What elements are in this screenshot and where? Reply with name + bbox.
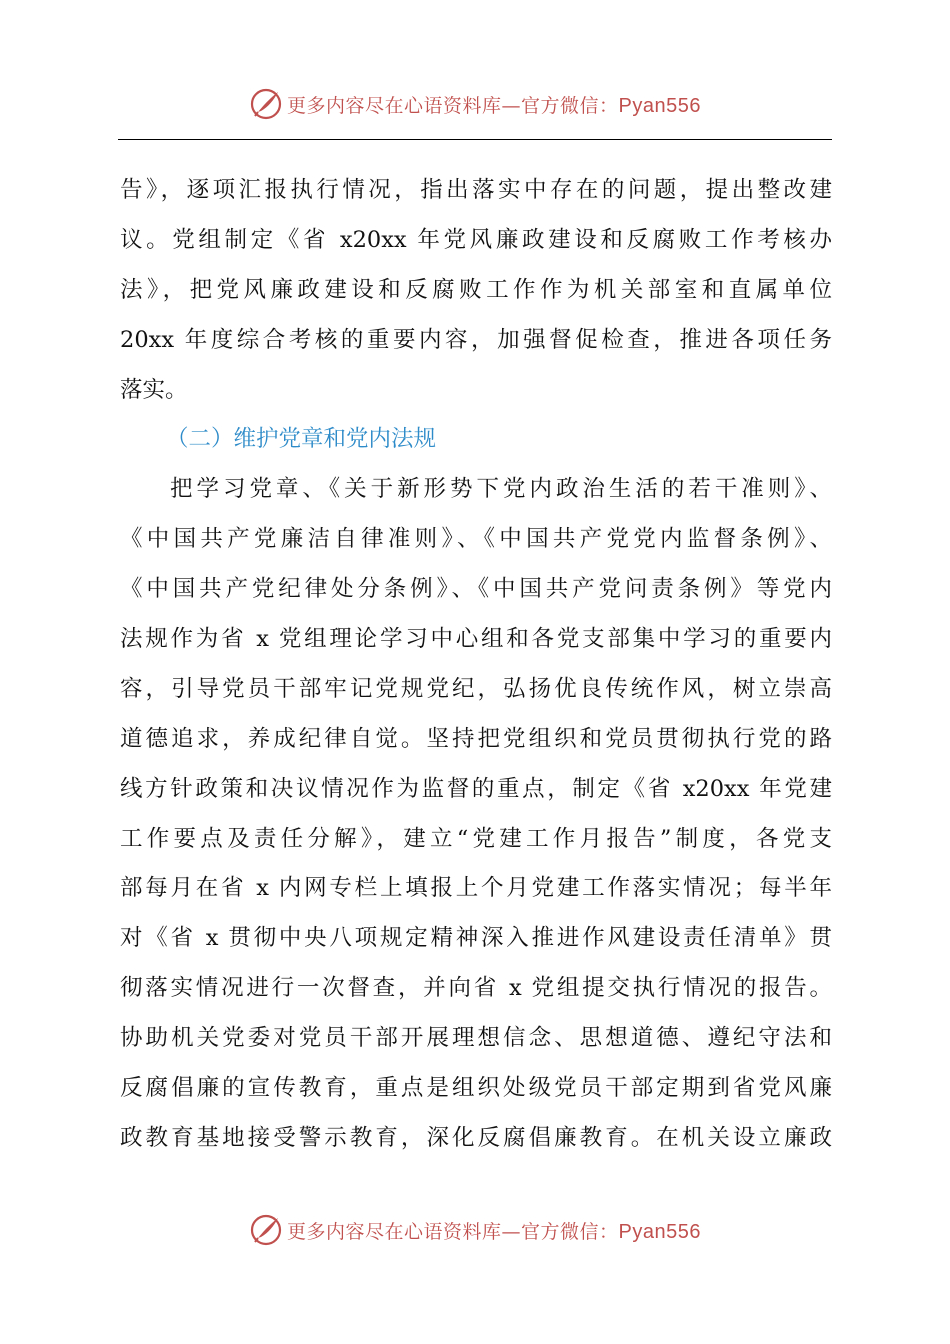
header-rule [118, 139, 832, 140]
document-body [120, 166, 832, 1164]
header-banner-main: 更多内容尽在心语资料库—官方微信： [287, 94, 619, 117]
body-line: 把学习党章、《关于新形势下党内政治生活的若干准则》、 [170, 476, 832, 503]
body-line: 20xx 年度综合考核的重要内容，加强督促检查，推进各项任务 [120, 326, 832, 353]
header-banner [0, 82, 950, 126]
quill-logo-icon [249, 87, 283, 121]
footer-banner [0, 1208, 950, 1252]
header-banner-id: Pyan556 [618, 94, 701, 117]
body-line: 法》，把党风廉政建设和反腐败工作作为机关部室和直属单位 [120, 276, 832, 303]
body-line: 线方针政策和决议情况作为监督的重点，制定《省 x20xx 年党建 [120, 775, 832, 802]
body-line: 议。党组制定《省 x20xx 年党风廉政建设和反腐败工作考核办 [120, 226, 832, 253]
body-line: 《中国共产党纪律处分条例》、《中国共产党问责条例》等党内 [120, 576, 832, 603]
body-line: 道德追求，养成纪律自觉。坚持把党组织和党员贯彻执行党的路 [120, 725, 832, 752]
footer-banner-text [287, 1217, 701, 1244]
body-line: 彻落实情况进行一次督查，并向省 x 党组提交执行情况的报告。 [120, 975, 832, 1002]
header-banner-text [287, 91, 701, 118]
body-line: 容，引导党员干部牢记党规党纪，弘扬优良传统作风，树立崇高 [120, 675, 832, 702]
section-heading: （二）维护党章和党内法规 [166, 426, 437, 453]
footer-banner-id: Pyan556 [618, 1220, 701, 1243]
body-line: 政教育基地接受警示教育，深化反腐倡廉教育。在机关设立廉政 [120, 1124, 832, 1151]
footer-banner-main: 更多内容尽在心语资料库—官方微信： [287, 1220, 619, 1243]
body-line: 对《省 x 贯彻中央八项规定精神深入推进作风建设责任清单》贯 [120, 925, 832, 952]
body-line: 反腐倡廉的宣传教育，重点是组织处级党员干部定期到省党风廉 [120, 1075, 832, 1102]
body-line: 法规作为省 x 党组理论学习中心组和各党支部集中学习的重要内 [120, 626, 832, 653]
body-line: 落实。 [120, 376, 188, 403]
body-line: 告》，逐项汇报执行情况，指出落实中存在的问题，提出整改建 [120, 177, 832, 203]
body-line: 协助机关党委对党员干部开展理想信念、思想道德、遵纪守法和 [120, 1025, 832, 1052]
body-line: 部每月在省 x 内网专栏上填报上个月党建工作落实情况；每半年 [120, 875, 832, 902]
quill-logo-icon [249, 1213, 283, 1247]
body-line: 《中国共产党廉洁自律准则》、《中国共产党党内监督条例》、 [120, 526, 832, 553]
body-line: 工作要点及责任分解》，建立“党建工作月报告”制度，各党支 [120, 825, 832, 852]
